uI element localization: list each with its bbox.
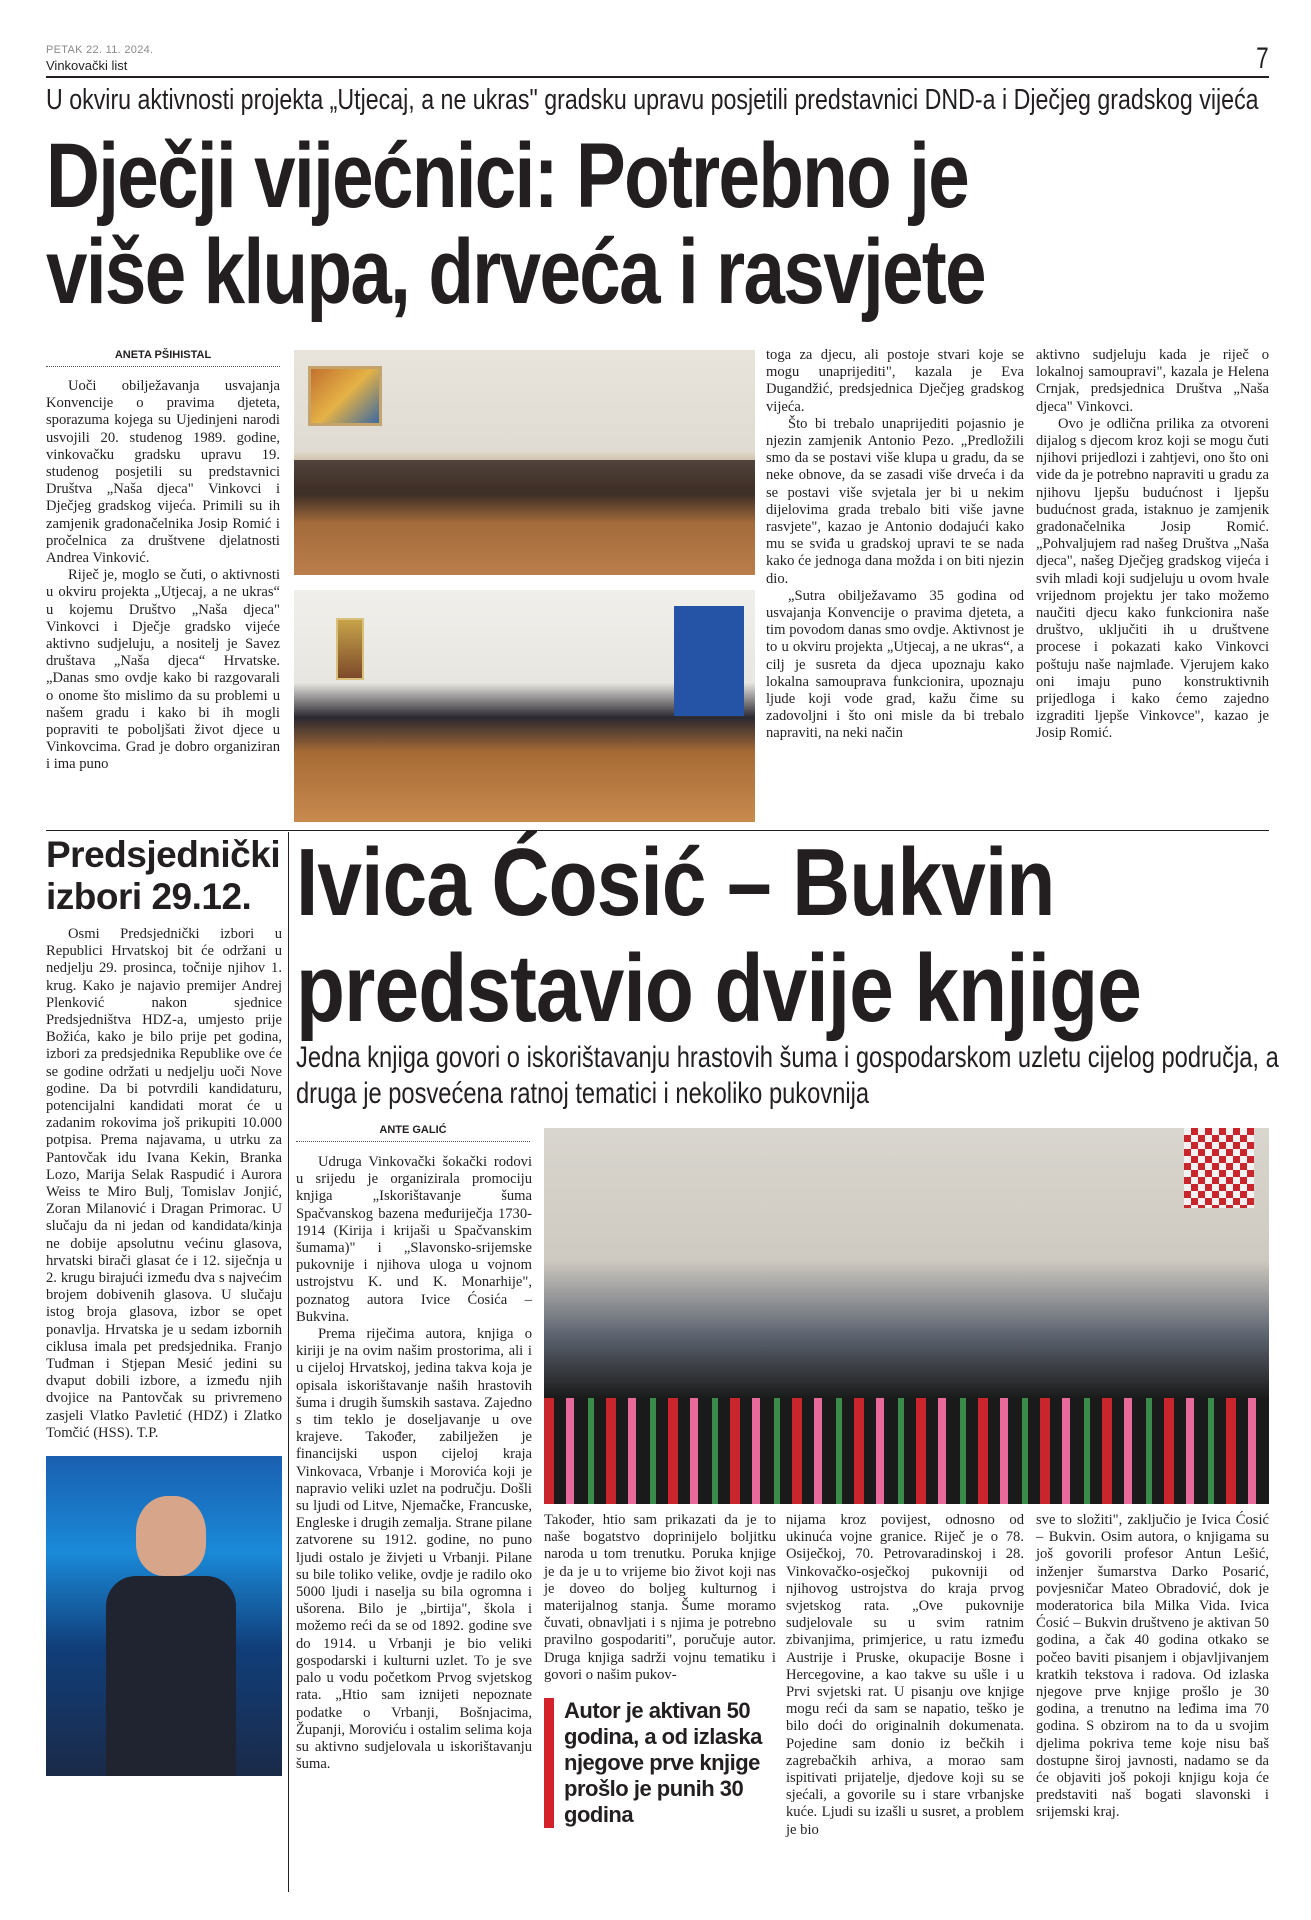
article2-column-3 [786, 1512, 1024, 1839]
pull-quote: Autor je aktivan 50 godina, a od izlaska njegove prve knjige prošlo je punih 30 godina [564, 1698, 762, 1828]
article2-byline: ANTE GALIĆ [379, 1124, 447, 1136]
paragraph: Ovo je odlična prilika za otvoreni dijalog s djecom kroz koji se mogu čuti njihovi prijedlozi i zahtjevi, ono što oni vide da je potrebno napraviti u gradu za njihovu ljepšu budućnost i ljepšu budućnost grada, istaknuo je zamjenik gradonačelnika Josip Romić. „Pohvaljujem rad našeg Društva „Naša djeca", našeg Dječjeg gradskog vijeća i svih mladi koji sudjeluju u ovom hvale vrijednom projektu jer tako možemo naučiti djecu kako funkcionira naše društvo, uključiti ih u društvene procese i pokazati kako Vinkovci poštuju naše najmlađe. Vjerujem kako oni imaju puno konstruktivnih prijedloga i kako ćemo zajedno izgraditi ljepše Vinkovce", kazao je Josip Romić. [1036, 415, 1269, 742]
paragraph: Prema riječima autora, knjiga o kiriji je na ovim našim prostorima, ali i u cijeloj Hrvatskoj, jedina takva koja je opisala iskorištavanje naših hrastovih šuma i drugih šumskih sastava. Zajedno s tim teklo je doseljavanje u ove krajeve. Također, zabilježen je financijski uspon cijeloj kraja Vinkovaca, Vrbanje i Morovića koji je napravio veliki uzlet na području. Došli su ljudi od Litve, Njemačke, Francuske, Engleske i drugih zemalja. Strane pilane zatvorene su 1912. godine, no puno ljudi ostalo je živjeti u Vrbanji. Pilane su bile toliko velike, ovdje je radilo oko 5000 ljudi i naselja su bila ogromna i ušorena. Bilo je „birtija", škola i možemo reći da se od 1892. godine sve do 1914. u Vrbanji je bio veliki gospodarski i kulturni uzlet. To je sve palo u vodu početkom Prvog svjetskog rata. „Htio sam iznijeti nepoznate podatke o Vrbanji, Bošnjacima, Županji, Moroviću i ostalim selima koja su aktivno sudjelovala u iskorištavanju šuma. [296, 1326, 532, 1773]
article1-column-3 [1036, 347, 1269, 743]
article2-column-2-stack [544, 1512, 776, 1828]
sidebar-stack [46, 926, 282, 1776]
paragraph: Riječ je, moglo se čuti, o aktivnosti u okviru projekta „Utjecaj, a ne ukras“ u kojemu Društvo „Naša djeca" Vinkovci i Dječje gradsko vijeće aktivno sudjeluju, a nositelj je Savez društava „Naša djeca“ Hrvatske. „Danas smo ovdje kako bi razgovarali o onome što mislimo da su problemi u našem gradu i kako bi ih mogli popraviti te poboljšati život djece u Vinkovcima. Grad je dobro organiziran i ima puno [46, 567, 280, 773]
sidebar-photo [46, 1456, 282, 1776]
paragraph: nijama kroz povijest, odnosno od ukinuća vojne granice. Riječ je o 78. Osiječkoj, 70. Petrovaradinskoj i 28. Vinkovačko-osječkoj pukovniji od njihovog ustrojstva do kraja prvog svjetskog rata. „Ove pukovnije sudjelovale su u svim ratnim zbivanjima, primjerice, u ratu između Austrije i Pruske, okupacije Bosne i Hercegovine, a kao takve su ušle i u Prvi svjetski rat. U pisanju ove knjige mogu reći da sam se napatio, teško je bilo doći do originalnih dokumenata. Pojedine sam donio iz bečkih i zagrebačkih arhiva, a morao sam ispitivati prijatelje, djedove koji su se sjećali, a govorile su i stare vrbanjske kuće. Ljudi su izašli u susret, a problem je bio [786, 1512, 1024, 1838]
article1-headline-line1: Dječji vijećnici: Potrebno je [46, 125, 969, 227]
article2-headline-line2: predstavio dvije knjige [296, 935, 1142, 1042]
page-number: 7 [1256, 42, 1269, 75]
byline-divider [296, 1141, 530, 1142]
paragraph: aktivno sudjeluju kada je riječ o lokalnoj samoupravi", kazala je Helena Crnjak, predsjednica Društva „Naša djeca" Vinkovci. [1036, 347, 1269, 415]
coat-of-arms-icon [1184, 1128, 1254, 1208]
article2-headline-line1: Ivica Ćosić – Bukvin [296, 829, 1055, 936]
header-rule [46, 76, 1269, 78]
article2-column-4 [1036, 1512, 1269, 1822]
article1-headline-line2: više klupa, drveća i rasvjete [46, 221, 985, 323]
speaker-suit [106, 1576, 236, 1776]
article1-headline [46, 125, 1261, 323]
article1-photo-2 [294, 590, 755, 822]
paragraph: Također, htio sam prikazati da je to naše bogatstvo doprinijelo boljitku naroda u tom trenutku. Poruka knjige je da je u to vrijeme bio život koji nas je doveo do boljeg kulturnog i materijalnog stanja. Šume moramo čuvati, obnavljati i s njima je potrebno pravilno gospodariti", poručuje autor. Druga knjiga sadrži vojnu tematiku i govori o našim pukov- [544, 1512, 776, 1683]
painting-icon [308, 366, 382, 426]
article1-kicker: U okviru aktivnosti projekta „Utjecaj, a ne ukras" gradsku upravu posjetili predstavnici DND-a i Dječjeg gradskog vijeća [46, 84, 1259, 116]
sidebar-title [46, 834, 286, 918]
article1-column-1 [46, 378, 280, 774]
article1-column-2 [766, 347, 1024, 743]
byline-divider [46, 366, 280, 367]
people-at-table [294, 460, 755, 575]
painting-icon [336, 618, 364, 680]
paragraph: „Sutra obilježavamo 35 godina od usvajanja Konvencije o pravima djeteta, a tim povodom danas smo ovdje. Aktivnost je to u okviru projekta „Utjecaj, a ne ukras“, a cilj je susreta da djeca upoznaju kako lokalna samouprava funkcionira, upoznaju ljude koji vode grad, kažu čime su zadovoljni i što oni misle da bi trebalo napraviti, na neki način [766, 587, 1024, 742]
paragraph: Osmi Predsjednički izbori u Republici Hrvatskoj bit će održani u nedjelju 29. prosinca, točnije njihov 1. krug. Kako je najavio premijer Andrej Plenković nakon sjednice Predsjedništva HDZ-a, umjesto prije Božića, kako je bilo prije pet godina, izbori za predsjednika Republike ove će se godine održati u nedjelju uoči Nove godine. Da bi potvrdili kandidaturu, potencijalni kandidati morat će u zadanim rokovima još prikupiti 10.000 potpisa. Prema najavama, u utrku za Pantovčak idu Ivana Kekin, Branka Lozo, Marija Selak Raspudić i Aurora Weiss te Miro Bulj, Tomislav Jonjić, Zoran Milanović i Dragan Primorac. U slučaju da ni jedan od kandidata/kinja ne dobije apsolutnu većinu glasova, hrvatski birači glasat će i 12. siječnja u 2. krugu birajući između dva s najvećim brojem dobivenih glasova. U slučaju istog broja glasova, izbor se opet ponavlja. Hrvatska je u sedam izbornih ciklusa imala pet predsjednika. Franjo Tuđman i Stjepan Mesić jedini su dvaput dobili izbore, a između njih dvojice na Pantovčak su privremeno zasjeli Vlatko Pavletić (HDZ) i Zlatko Tomčić (HSS). T.P. [46, 926, 282, 1441]
sidebar-title-line2: izbori 29.12. [46, 876, 252, 917]
pull-quote-box [544, 1698, 776, 1828]
newspaper-name: Vinkovački list [46, 58, 128, 73]
article1-byline: ANETA PŠIHISTAL [114, 349, 212, 361]
article2-photo [544, 1128, 1269, 1504]
paragraph: Udruga Vinkovački šokački rodovi u srijedu je organizirala promociju knjiga „Iskorištavanje šuma Spačvanskog bazena međuriječja 1730-1914 (Kirija i krijaši u Spačvanskim šumama)" i „Slavonsko-srijemske pukovnije i njihova uloga u vojnom ustrojstvu K. und K. Monarhije", poznatog autora Ivice Ćosića – Bukvina. [296, 1154, 532, 1325]
paragraph: toga za djecu, ali postoje stvari koje se mogu unaprijediti", kazala je Eva Dugandžić, predsjednica Dječjeg gradskog vijeća. [766, 347, 1024, 415]
article2-headline [296, 830, 1298, 1042]
article2-subhead: Jedna knjiga govori o iskorištavanju hrastovih šuma i gospodarskom uzletu cijelog područja, a druga je posvećena ratnoj tematici i nekoliko pukovnija [296, 1041, 1279, 1110]
city-banner [674, 606, 744, 716]
speaker-face [136, 1496, 206, 1576]
issue-date: PETAK 22. 11. 2024. [46, 44, 154, 56]
article2-column-2 [544, 1512, 776, 1684]
paragraph: sve to složiti", zaključio je Ivica Ćosić – Bukvin. Osim autora, o knjigama su još govorili profesor Antun Lešić, inženjer šumarstva Darko Posarić, povjesničar Mateo Obradović, dok je moderatorica bila Milka Vida. Ivica Ćosić – Bukvin društveno je aktivan 50 godina, a čak 40 godina otkako se počeo baviti pisanjem i objavljivanjem kratkih tekstova i radova. Od izlaska njegove prve knjige prošlo je 30 godina, a trenutno na leđima ima 70 godina. S obzirom na to da u svojim djelima pokriva teme koje nisu baš dostupne široj javnosti, nadamo se da će objaviti još pokoji knjigu koja će predstaviti naš bogati slavonski i srijemski kraj. [1036, 1512, 1269, 1821]
article2-column-1 [296, 1154, 532, 1773]
pull-quote-bar [544, 1698, 554, 1828]
embroidered-tablecloth [544, 1398, 1269, 1504]
sidebar-body [46, 926, 282, 1442]
column-divider [288, 832, 289, 1892]
paragraph: Što bi trebalo unaprijediti pojasnio je njezin zamjenik Antonio Pezo. „Predložili smo da se postavi više klupa u gradu, da se neke obnove, da se zasadi više drveća i da se postavi više svjetala jer bi u nekim dijelovima grada trebalo biti više javne rasvjete", kazao je Antonio dodajući kako mu se sviđa u gradskoj upravi te se nada kako će jednoga dana možda i on biti njezin dio. [766, 415, 1024, 587]
article1-photo-1 [294, 350, 755, 575]
sidebar-title-line1: Predsjednički [46, 834, 281, 875]
paragraph: Uoči obilježavanja usvajanja Konvencije o pravima djeteta, sporazuma kojega su Ujedinjeni narodi usvojili 20. studenog 1989. godine, vinkovačku gradsku upravu 19. studenog posjetili su predstavnici Društva „Naša djeca" Vinkovci i Dječjeg gradskog vijeća. Primili su ih zamjenik gradonačelnika Josip Romić i pročelnica za društvene djelatnosti Andrea Vinković. [46, 378, 280, 567]
